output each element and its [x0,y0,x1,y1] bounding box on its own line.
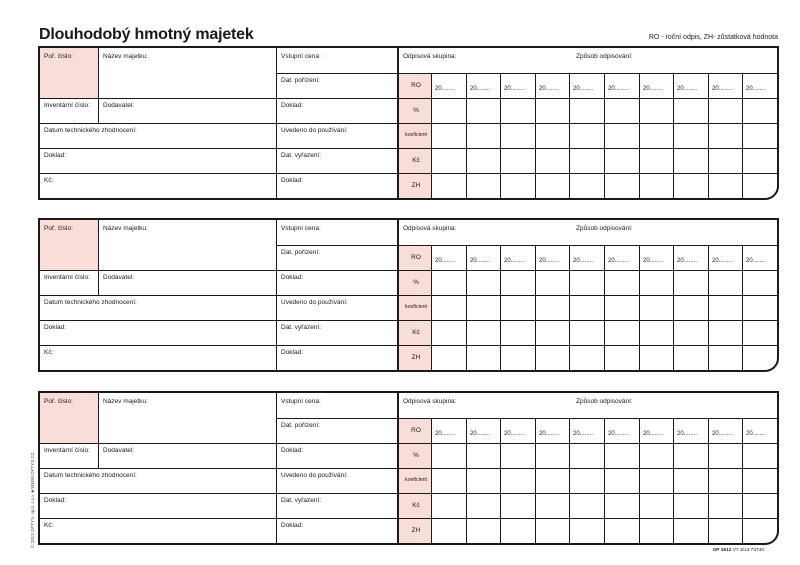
grid-line [639,245,640,370]
grid-line [708,418,709,543]
grid-line [535,73,536,198]
grid-line [98,220,99,295]
vstupni-cena-label: Vstupní cena: [281,53,321,60]
grid-line [40,270,276,271]
year-column-header: 20........ [608,86,629,92]
year-column-header: 20........ [470,86,491,92]
grid-line [276,468,397,469]
doklad-label: Doklad: [44,152,67,159]
datum-technickeho-zhodnoceni-label: Datum technického zhodnocení: [44,299,137,306]
vstupni-cena-label: Vstupní cena: [281,225,321,232]
year-column-header: 20........ [746,258,767,264]
grid-line [276,245,397,246]
row-label: Kč [412,502,420,509]
grid-line [604,73,605,198]
zpusob-odpisovani-label: Způsob odpisování: [576,53,633,60]
uvedeno-do-pouzivani-label: Uvedeno do používání: [281,472,348,479]
year-column-header: 20........ [746,431,767,437]
kc-label: Kč: [44,177,54,184]
grid-line [40,320,276,321]
grid-line [40,493,276,494]
grid-line [276,493,397,494]
grid-line [397,98,777,99]
grid-line [500,245,501,370]
grid-line [40,468,276,469]
grid-line [40,518,276,519]
asset-form-card [38,391,779,545]
grid-line [40,443,276,444]
grid-line [276,320,397,321]
row-label: RO [411,82,421,89]
year-column-header: 20........ [643,86,664,92]
grid-line [40,123,276,124]
grid-line [500,73,501,198]
grid-line [276,345,397,346]
grid-line [276,518,397,519]
grid-line [40,295,276,296]
grid-line [569,245,570,370]
datum-technickeho-zhodnoceni-label: Datum technického zhodnocení: [44,127,137,134]
year-column-header: 20........ [608,431,629,437]
row-label: RO [411,254,421,261]
grid-line [276,98,397,99]
row-label: RO [411,427,421,434]
year-column-header: 20........ [539,86,560,92]
year-column-header: 20........ [677,258,698,264]
legend-note: RO - roční odpis, ZH- zůstatková hodnota [648,34,778,41]
grid-line [276,418,397,419]
dat-vyrazeni-label: Dat. vyřazení: [281,497,322,504]
grid-line [98,48,99,123]
row-label: koeficient [405,304,427,310]
odpisova-skupina-label: Odpisová skupina: [403,225,457,232]
grid-line [742,245,743,370]
page-title: Dlouhodobý hmotný majetek [39,26,254,43]
year-column-header: 20........ [573,86,594,92]
inventarni-cislo-label: Inventární číslo: [44,102,90,109]
year-column-header: 20........ [746,86,767,92]
year-column-header: 20........ [470,431,491,437]
grid-line [276,295,397,296]
asset-form-card [38,218,779,372]
grid-line [40,98,276,99]
grid-line [40,173,276,174]
grid-line [276,270,397,271]
year-column-header: 20........ [573,258,594,264]
year-column-header: 20........ [435,431,456,437]
grid-line [276,148,397,149]
inventarni-cislo-label: Inventární číslo: [44,274,90,281]
row-label: % [413,452,419,459]
zpusob-odpisovani-label: Způsob odpisování: [576,398,633,405]
grid-line [500,418,501,543]
year-column-header: 20........ [435,86,456,92]
grid-line [466,418,467,543]
year-column-header: 20........ [539,431,560,437]
dodavatel-label: Dodavatel: [103,274,135,281]
grid-line [569,418,570,543]
grid-line [397,270,777,271]
grid-line [673,73,674,198]
year-column-header: 20........ [573,431,594,437]
doklad-label: Doklad: [281,447,304,454]
row-label: koeficient [405,477,427,483]
grid-line [466,73,467,198]
nazev-majetku-label: Název majetku: [103,225,148,232]
grid-line [535,418,536,543]
grid-line [397,418,777,419]
dat-porizeni-label: Dat. pořízení: [281,77,321,84]
row-label: Kč [412,157,420,164]
grid-line [708,73,709,198]
nazev-majetku-label: Název majetku: [103,398,148,405]
grid-line [397,345,777,346]
year-column-header: 20........ [643,431,664,437]
uvedeno-do-pouzivani-label: Uvedeno do používání: [281,127,348,134]
dat-porizeni-label: Dat. pořízení: [281,249,321,256]
grid-line [604,418,605,543]
year-column-header: 20........ [504,258,525,264]
grid-line [639,418,640,543]
year-column-header: 20........ [504,431,525,437]
grid-line [397,173,777,174]
kc-label: Kč: [44,349,54,356]
year-column-header: 20........ [677,86,698,92]
footer-version: V7 3/13 73740 [732,548,764,553]
year-column-header: 20........ [608,258,629,264]
row-label: koeficient [405,132,427,138]
inventarni-cislo-label: Inventární číslo: [44,447,90,454]
dodavatel-label: Dodavatel: [103,447,135,454]
kc-label: Kč: [44,522,54,529]
grid-line [604,245,605,370]
por-cislo-label: Poř. číslo: [44,53,73,60]
grid-line [535,245,536,370]
year-column-header: 20........ [712,258,733,264]
row-label: % [413,107,419,114]
row-label: ZH [411,527,421,534]
asset-form-card [38,46,779,200]
year-column-header: 20........ [677,431,698,437]
doklad-label: Doklad: [281,349,304,356]
year-column-header: 20........ [712,86,733,92]
doklad-label: Doklad: [281,274,304,281]
zpusob-odpisovani-label: Způsob odpisování: [576,225,633,232]
grid-line [673,418,674,543]
dat-vyrazeni-label: Dat. vyřazení: [281,152,322,159]
grid-line [276,443,397,444]
doklad-label: Doklad: [44,324,67,331]
grid-line [397,443,777,444]
doklad-label: Doklad: [281,522,304,529]
grid-line [397,245,777,246]
grid-line [397,518,777,519]
year-column-header: 20........ [539,258,560,264]
grid-line [708,245,709,370]
grid-line [742,73,743,198]
dodavatel-label: Dodavatel: [103,102,135,109]
grid-line [397,468,777,469]
doklad-label: Doklad: [281,177,304,184]
odpisova-skupina-label: Odpisová skupina: [403,53,457,60]
grid-line [673,245,674,370]
row-label: Kč [412,329,420,336]
grid-line [40,148,276,149]
dat-porizeni-label: Dat. pořízení: [281,422,321,429]
grid-line [397,493,777,494]
footer-form-code: OP 1612 [712,548,732,553]
dat-vyrazeni-label: Dat. vyřazení: [281,324,322,331]
nazev-majetku-label: Název majetku: [103,53,148,60]
grid-line [569,73,570,198]
por-cislo-label: Poř. číslo: [44,398,73,405]
grid-line [276,123,397,124]
grid-line [466,245,467,370]
grid-line [98,393,99,468]
uvedeno-do-pouzivani-label: Uvedeno do používání: [281,299,348,306]
grid-line [276,73,397,74]
doklad-label: Doklad: [44,497,67,504]
grid-line [742,418,743,543]
row-label: ZH [411,182,421,189]
odpisova-skupina-label: Odpisová skupina: [403,398,457,405]
year-column-header: 20........ [504,86,525,92]
year-column-header: 20........ [470,258,491,264]
grid-line [397,148,777,149]
footer-code [713,548,764,553]
por-cislo-label: Poř. číslo: [44,225,73,232]
datum-technickeho-zhodnoceni-label: Datum technického zhodnocení: [44,472,137,479]
year-column-header: 20........ [643,258,664,264]
side-copyright-text: © 2013 OPTYS, spol. s r.o. ■ WWW.OPTYS.CZ [30,452,35,548]
year-column-header: 20........ [435,258,456,264]
grid-line [397,295,777,296]
row-label: % [413,279,419,286]
year-column-header: 20........ [712,431,733,437]
doklad-label: Doklad: [281,102,304,109]
grid-line [40,345,276,346]
grid-line [276,173,397,174]
vstupni-cena-label: Vstupní cena: [281,398,321,405]
grid-line [397,320,777,321]
grid-line [639,73,640,198]
row-label: ZH [411,354,421,361]
grid-line [397,73,777,74]
grid-line [397,123,777,124]
